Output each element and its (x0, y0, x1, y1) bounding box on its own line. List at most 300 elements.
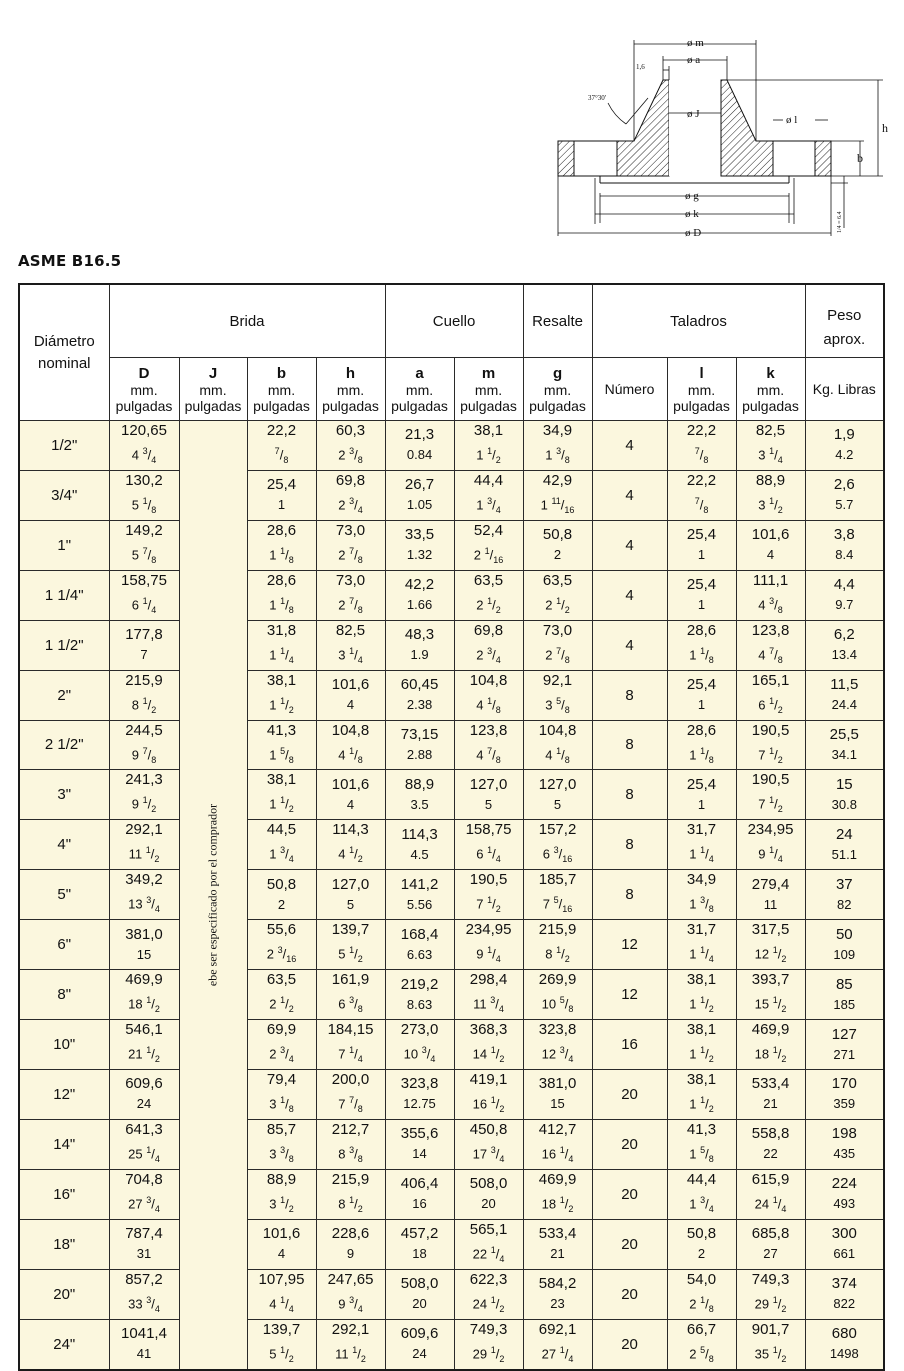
cell-w (805, 970, 884, 1020)
cell-g (523, 920, 592, 970)
value-imperial: 7 $^5/_{16}$ (542, 895, 573, 915)
cell-w (805, 1020, 884, 1070)
value-metric: 44,4 (473, 471, 504, 489)
value-metric: 15 (835, 775, 853, 793)
cell-h (316, 620, 385, 670)
cell-k (736, 421, 805, 471)
cell-numero: 8 (592, 670, 667, 720)
value-metric: 69,8 (473, 621, 504, 639)
cell-k (736, 1020, 805, 1070)
value-metric: 244,5 (125, 721, 163, 739)
value-imperial: 14 $^1/_2$ (472, 1045, 505, 1064)
value-imperial: 3 $^3/_8$ (269, 1144, 294, 1164)
cell-numero: 4 (592, 520, 667, 570)
value-metric: 104,8 (538, 721, 577, 739)
label-g: ø g (685, 190, 699, 202)
cell-b (247, 421, 316, 471)
value-metric: 190,5 (469, 871, 508, 889)
value-imperial: 493 (833, 1196, 856, 1212)
value-metric: 38,1 (686, 1021, 717, 1039)
value-imperial: 1 $^1/_2$ (476, 446, 501, 465)
value-imperial: 1 $^3/_4$ (476, 495, 501, 515)
value-imperial: 24 (136, 1096, 152, 1112)
value-imperial: 5 (346, 896, 355, 912)
value-imperial: 9 $^1/_2$ (131, 795, 157, 815)
cell-numero: 20 (592, 1219, 667, 1269)
value-metric: 31,7 (686, 921, 717, 939)
bolt-hole-left (574, 141, 617, 176)
cell-nominal: 14" (19, 1119, 109, 1169)
value-imperial: 3 $^1/_4$ (758, 446, 783, 465)
value-metric: 168,4 (400, 925, 439, 943)
value-imperial: 6 $^1/_4$ (476, 845, 501, 865)
value-metric: 38,1 (266, 771, 297, 789)
value-imperial: 1.66 (406, 597, 433, 613)
value-imperial: 16 $^1/_2$ (472, 1094, 505, 1114)
cell-a (385, 920, 454, 970)
value-metric: 158,75 (121, 571, 167, 589)
value-imperial: 2 $^3/_8$ (338, 446, 363, 465)
table-row (19, 421, 884, 471)
value-metric: 185,7 (538, 871, 577, 889)
value-metric: 28,6 (266, 571, 297, 589)
value-imperial: 9 $^3/_4$ (338, 1294, 363, 1314)
value-metric: 300 (831, 1225, 857, 1243)
cell-h (316, 920, 385, 970)
value-metric: 212,7 (331, 1120, 370, 1138)
cell-D (109, 670, 179, 720)
cell-l (667, 470, 736, 520)
table-row (19, 720, 884, 770)
value-imperial: 3 $^5/_8$ (545, 695, 570, 715)
value-imperial: 7 $^1/_2$ (758, 745, 783, 765)
cell-h (316, 1169, 385, 1219)
cell-b (247, 770, 316, 820)
value-metric: 292,1 (125, 821, 163, 839)
cell-h (316, 1020, 385, 1070)
value-imperial: 0.84 (406, 447, 433, 463)
value-metric: 200,0 (331, 1070, 370, 1088)
value-imperial: 1 (277, 497, 286, 513)
value-imperial: 15 (550, 1096, 565, 1112)
cell-a (385, 720, 454, 770)
value-imperial: 7 $^1/_4$ (338, 1045, 363, 1064)
col-k: k mm. pulgadas (736, 358, 805, 421)
value-imperial: 5 $^1/_2$ (269, 1344, 294, 1364)
value-imperial: 3 $^1/_2$ (758, 495, 783, 515)
value-imperial: 22 (763, 1146, 778, 1162)
value-metric: 412,7 (538, 1120, 577, 1138)
value-imperial: 1.9 (410, 647, 429, 663)
value-metric: 368,3 (469, 1021, 508, 1039)
cell-nominal: 1 1/2" (19, 620, 109, 670)
value-imperial: 1 $^{11}/_{16}$ (540, 495, 575, 515)
bolt-hole-right (773, 141, 815, 176)
cell-D (109, 570, 179, 620)
value-imperial: 24 $^1/_4$ (754, 1194, 787, 1214)
value-metric: 787,4 (125, 1225, 163, 1243)
cell-h (316, 970, 385, 1020)
value-metric: 111,1 (752, 571, 789, 589)
value-metric: 292,1 (331, 1320, 370, 1338)
value-imperial: 20 (412, 1296, 427, 1312)
col-a: a mm. pulgadas (385, 358, 454, 421)
value-metric: 104,8 (331, 721, 370, 739)
value-metric: 114,3 (401, 825, 438, 843)
value-imperial: 21 (763, 1096, 778, 1112)
label-a: ø a (687, 54, 701, 66)
cell-D (109, 1069, 179, 1119)
value-imperial: 1 $^1/_2$ (269, 695, 294, 715)
cell-nominal: 24" (19, 1319, 109, 1369)
value-metric: 161,9 (331, 971, 370, 989)
cell-g (523, 1169, 592, 1219)
cell-l (667, 1069, 736, 1119)
value-imperial: 109 (833, 946, 856, 962)
value-metric: 25,4 (686, 526, 717, 544)
cell-h (316, 1319, 385, 1369)
cell-g (523, 520, 592, 570)
cell-w (805, 720, 884, 770)
cell-k (736, 570, 805, 620)
value-imperial: 3.5 (410, 796, 429, 812)
col-l: l mm. pulgadas (667, 358, 736, 421)
value-metric: 73,15 (400, 725, 439, 743)
value-metric: 114,3 (332, 821, 369, 839)
value-imperial: 1 $^1/_2$ (269, 795, 294, 815)
cell-m (454, 870, 523, 920)
cell-D (109, 770, 179, 820)
table-row (19, 920, 884, 970)
value-imperial: 2 (697, 1246, 706, 1262)
cell-w (805, 920, 884, 970)
cell-numero: 4 (592, 620, 667, 670)
value-imperial: 359 (833, 1096, 856, 1112)
cell-w (805, 820, 884, 870)
cell-m (454, 1319, 523, 1369)
cell-m (454, 520, 523, 570)
label-d: ø D (685, 227, 702, 239)
value-imperial: 4.5 (410, 846, 429, 862)
value-imperial: 822 (833, 1296, 856, 1312)
cell-m (454, 620, 523, 670)
col-D: D mm. pulgadas (109, 358, 179, 421)
value-imperial: 6 $^3/_8$ (338, 995, 363, 1015)
cell-k (736, 970, 805, 1020)
value-metric: 228,6 (331, 1225, 370, 1243)
value-metric: 349,2 (125, 871, 163, 889)
cell-w (805, 1319, 884, 1369)
label-raise: 1/4 = 6.4 (837, 211, 843, 233)
cell-D (109, 520, 179, 570)
value-imperial: 2 $^1/_{16}$ (473, 545, 504, 565)
flange-dimensions-table (18, 283, 885, 1371)
cell-a (385, 870, 454, 920)
cell-g (523, 1219, 592, 1269)
value-metric: 749,3 (751, 1270, 790, 1288)
cell-a (385, 1319, 454, 1369)
cell-k (736, 1269, 805, 1319)
value-metric: 25,4 (266, 476, 297, 494)
value-metric: 323,8 (400, 1075, 439, 1093)
cell-numero: 4 (592, 470, 667, 520)
cell-g (523, 1069, 592, 1119)
value-metric: 54,0 (686, 1270, 717, 1288)
cell-w (805, 570, 884, 620)
cell-l (667, 1319, 736, 1369)
flange-ring-right (815, 141, 831, 176)
value-imperial: 41 (136, 1346, 152, 1362)
col-numero: Número (592, 358, 667, 421)
value-metric: 73,0 (335, 521, 366, 539)
cell-a (385, 770, 454, 820)
cell-D (109, 920, 179, 970)
cell-a (385, 570, 454, 620)
value-metric: 508,0 (400, 1275, 439, 1293)
cell-numero: 16 (592, 1020, 667, 1070)
header-resalte: Resalte (523, 284, 592, 358)
cell-nominal: 6" (19, 920, 109, 970)
value-imperial: 18 $^1/_2$ (128, 995, 160, 1015)
label-lip: 1,6 (636, 63, 645, 71)
value-imperial: 2 $^3/_4$ (338, 495, 363, 515)
value-metric: 215,9 (538, 921, 577, 939)
value-metric: 38,1 (266, 671, 297, 689)
value-metric: 2,6 (833, 476, 855, 494)
cell-D (109, 970, 179, 1020)
cell-D (109, 1319, 179, 1369)
value-imperial: 33 $^3/_4$ (128, 1294, 160, 1314)
value-metric: 170 (831, 1075, 857, 1093)
cell-nominal: 1 1/4" (19, 570, 109, 620)
value-imperial: 2 (553, 547, 562, 563)
value-imperial: 27 (763, 1246, 778, 1262)
value-metric: 317,5 (751, 921, 790, 939)
table-row (19, 1319, 884, 1369)
cell-numero: 8 (592, 720, 667, 770)
cell-nominal: 1/2" (19, 421, 109, 471)
value-imperial: 11 $^1/_2$ (335, 1344, 366, 1364)
value-metric: 565,1 (469, 1220, 508, 1238)
value-imperial: 12 $^3/_4$ (541, 1045, 574, 1064)
table-row (19, 1119, 884, 1169)
cell-h (316, 670, 385, 720)
value-metric: 120,65 (121, 422, 167, 439)
cell-D (109, 1020, 179, 1070)
value-metric: 88,9 (404, 775, 435, 793)
cell-k (736, 520, 805, 570)
value-imperial: 2 $^1/_8$ (689, 1294, 714, 1314)
cell-l (667, 1169, 736, 1219)
cell-b (247, 720, 316, 770)
value-metric: 82,5 (755, 422, 786, 439)
value-imperial: 6.63 (406, 946, 433, 962)
table-row (19, 1219, 884, 1269)
cell-b (247, 620, 316, 670)
value-imperial: 24.4 (831, 697, 857, 713)
cell-l (667, 920, 736, 970)
cell-a (385, 1169, 454, 1219)
cell-a (385, 970, 454, 1020)
value-metric: 141,2 (400, 875, 439, 893)
cell-l (667, 970, 736, 1020)
value-imperial: 8.4 (835, 547, 854, 563)
cell-b (247, 1269, 316, 1319)
value-metric: 177,8 (125, 626, 163, 644)
value-metric: 60,45 (400, 676, 439, 694)
cell-b (247, 970, 316, 1020)
col-h: h mm. pulgadas (316, 358, 385, 421)
value-metric: 457,2 (400, 1225, 439, 1243)
value-metric: 393,7 (751, 971, 790, 989)
cell-m (454, 670, 523, 720)
table-row (19, 1020, 884, 1070)
header-nominal-diameter: Diámetro nominal (19, 284, 109, 421)
value-metric: 25,4 (686, 576, 717, 594)
value-imperial: 17 $^3/_4$ (472, 1144, 505, 1164)
value-metric: 615,9 (751, 1170, 790, 1188)
value-imperial: 2.38 (406, 697, 433, 713)
value-metric: 28,6 (686, 721, 717, 739)
value-metric: 31,7 (686, 821, 717, 839)
value-imperial: 15 $^1/_2$ (754, 995, 787, 1015)
cell-D (109, 1219, 179, 1269)
cell-l (667, 670, 736, 720)
value-imperial: 2 $^7/_8$ (545, 645, 570, 665)
value-imperial: 35 $^1/_2$ (754, 1344, 787, 1364)
cell-D (109, 1269, 179, 1319)
value-imperial: 1 $^1/_4$ (689, 845, 714, 865)
table-row (19, 970, 884, 1020)
value-metric: 48,3 (404, 626, 435, 644)
bore (669, 80, 721, 176)
value-metric: 704,8 (125, 1170, 163, 1188)
col-b: b mm. pulgadas (247, 358, 316, 421)
value-imperial: $^7/_8$ (694, 446, 709, 465)
header-peso: Peso aprox. (805, 284, 884, 358)
value-metric: 692,1 (538, 1320, 577, 1338)
cell-g (523, 620, 592, 670)
value-metric: 31,8 (266, 621, 297, 639)
label-k: ø k (685, 208, 699, 220)
cell-w (805, 870, 884, 920)
value-imperial: 29 $^1/_2$ (754, 1294, 787, 1314)
value-metric: 3,8 (833, 526, 855, 544)
standard-title: ASME B16.5 (18, 252, 122, 270)
value-metric: 101,6 (331, 775, 370, 793)
value-metric: 381,0 (538, 1075, 577, 1093)
value-metric: 88,9 (755, 471, 786, 489)
value-imperial: 10 $^5/_8$ (541, 995, 574, 1015)
value-imperial: 1 $^1/_2$ (689, 1094, 714, 1114)
value-imperial: 11 $^3/_4$ (473, 995, 504, 1015)
cell-a (385, 1069, 454, 1119)
value-metric: 323,8 (538, 1021, 577, 1039)
value-imperial: $^7/_8$ (274, 446, 289, 465)
value-imperial: 25 $^1/_4$ (128, 1144, 160, 1164)
value-metric: 50,8 (266, 875, 297, 893)
value-metric: 50,8 (542, 526, 573, 544)
cell-w (805, 520, 884, 570)
value-metric: 22,2 (686, 422, 717, 439)
value-imperial: 5 (484, 796, 493, 812)
value-metric: 224 (831, 1175, 857, 1193)
value-metric: 184,15 (327, 1021, 374, 1039)
value-imperial: 6 $^1/_4$ (131, 595, 157, 615)
value-metric: 60,3 (335, 422, 366, 439)
cell-b (247, 820, 316, 870)
value-metric: 63,5 (473, 571, 504, 589)
value-metric: 69,8 (335, 471, 366, 489)
value-imperial: 8 $^1/_2$ (545, 945, 570, 965)
value-imperial: $^7/_8$ (694, 495, 709, 515)
value-metric: 85 (835, 975, 853, 993)
cell-h (316, 870, 385, 920)
value-metric: 533,4 (538, 1225, 577, 1243)
value-metric: 508,0 (469, 1175, 508, 1193)
cell-h (316, 1119, 385, 1169)
cell-nominal: 2 1/2" (19, 720, 109, 770)
value-imperial: 21 (550, 1246, 565, 1262)
cell-numero: 20 (592, 1269, 667, 1319)
value-imperial: 271 (833, 1046, 856, 1062)
value-imperial: 4 $^3/_8$ (758, 595, 783, 615)
value-metric: 469,9 (751, 1021, 790, 1039)
value-imperial: 2 $^1/_2$ (269, 995, 294, 1015)
cell-w (805, 620, 884, 670)
cell-w (805, 670, 884, 720)
value-imperial: 18 $^1/_2$ (541, 1194, 574, 1214)
value-metric: 50,8 (686, 1225, 717, 1243)
value-metric: 101,6 (262, 1225, 301, 1243)
value-imperial: 4 (346, 796, 355, 812)
value-imperial: 4.2 (835, 447, 854, 463)
cell-numero: 20 (592, 1319, 667, 1369)
value-metric: 165,1 (751, 671, 790, 689)
cell-b (247, 1119, 316, 1169)
value-metric: 55,6 (266, 921, 297, 939)
value-metric: 25,4 (686, 775, 717, 793)
table-row (19, 1269, 884, 1319)
value-metric: 139,7 (262, 1320, 301, 1338)
cell-numero: 8 (592, 820, 667, 870)
table-row (19, 570, 884, 620)
value-imperial: 20 (481, 1196, 496, 1212)
table-row (19, 820, 884, 870)
value-imperial: 34.1 (831, 746, 857, 762)
cell-b (247, 920, 316, 970)
value-imperial: 1 $^1/_4$ (269, 645, 294, 665)
value-imperial: 12.75 (403, 1096, 436, 1112)
col-J: J mm. pulgadas (179, 358, 247, 421)
value-metric: 641,3 (125, 1120, 163, 1138)
cell-l (667, 820, 736, 870)
cell-nominal: 12" (19, 1069, 109, 1119)
value-metric: 546,1 (125, 1021, 163, 1039)
table-row (19, 1169, 884, 1219)
cell-nominal: 16" (19, 1169, 109, 1219)
cell-h (316, 421, 385, 471)
cell-numero: 20 (592, 1069, 667, 1119)
cell-h (316, 770, 385, 820)
value-metric: 269,9 (538, 971, 577, 989)
cell-g (523, 421, 592, 471)
cell-m (454, 570, 523, 620)
cell-l (667, 1020, 736, 1070)
value-imperial: 9 $^7/_8$ (131, 745, 157, 765)
cell-l (667, 520, 736, 570)
value-metric: 127 (831, 1025, 857, 1043)
